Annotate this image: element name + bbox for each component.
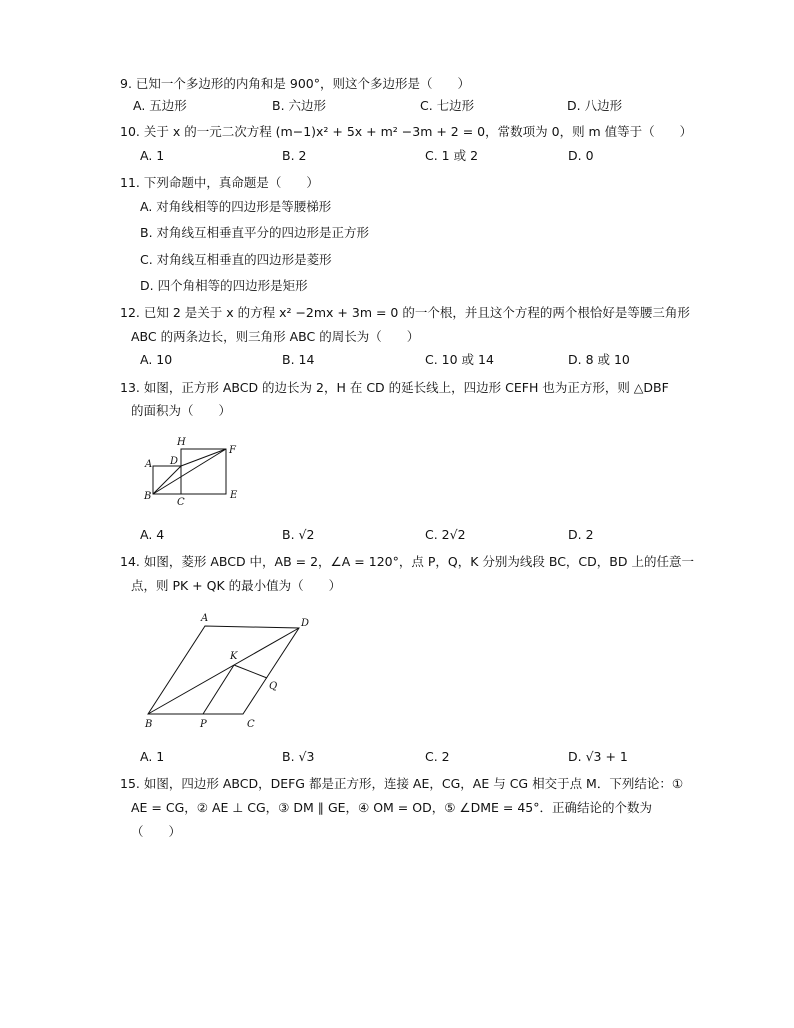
q9-option-c: C. 七边形 [420,98,475,113]
q13-option-d: D. 2 [568,527,594,542]
q14-option-b: B. √3 [282,749,315,764]
q11-option-a: A. 对角线相等的四边形是等腰梯形 [140,199,332,214]
q9-option-d: D. 八边形 [567,98,623,113]
q14-stem-line2: 点，则 PK + QK 的最小值为（ ） [131,578,342,593]
q10-option-c: C. 1 或 2 [425,148,479,163]
q12-stem-line2: ABC 的两条边长，则三角形 ABC 的周长为（ ） [131,329,420,344]
q14-label-b: B [145,719,153,730]
q10-option-d: D. 0 [568,148,594,163]
q13-label-b: B [144,491,152,502]
q9-option-a: A. 五边形 [133,98,187,113]
q10-option-a: A. 1 [140,148,165,163]
q13-stem-line2: 的面积为（ ） [131,403,232,418]
q15-stem-line1: 15. 如图，四边形 ABCD，DEFG 都是正方形，连接 AE，CG，AE 与 CG 相交于点 M．下列结论：① [120,776,684,791]
q14-figure [140,608,320,736]
q12-option-b: B. 14 [282,352,315,367]
q14-label-d: D [301,618,310,629]
q10-stem: 10. 关于 x 的一元二次方程 (m−1)x² + 5x + m² −3m + 2 = 0，常数项为 0，则 m 值等于（ ） [120,124,693,139]
q14-label-k: K [230,651,238,662]
q11-stem: 11. 下列命题中，真命题是（ ） [120,175,319,190]
q14-stem-line1: 14. 如图，菱形 ABCD 中，AB = 2，∠A = 120°，点 P，Q，K 分别为线段 BC，CD，BD 上的任意一 [120,554,694,569]
q14-segment-pk [203,665,234,714]
q14-label-q: Q [269,681,278,692]
q13-label-h: H [177,437,186,448]
q13-label-c: C [177,497,185,508]
q11-option-b: B. 对角线互相垂直平分的四边形是正方形 [140,225,370,240]
q9-stem: 9. 已知一个多边形的内角和是 900°，则这个多边形是（ ） [120,76,470,91]
q13-option-b: B. √2 [282,527,315,542]
q13-square-cefh [181,449,226,494]
q13-segment-bf [153,449,226,494]
q13-option-c: C. 2√2 [425,527,466,542]
q11-option-c: C. 对角线互相垂直的四边形是菱形 [140,252,332,267]
q12-option-c: C. 10 或 14 [425,352,494,367]
q14-label-c: C [247,719,255,730]
q12-option-d: D. 8 或 10 [568,352,630,367]
q14-label-a: A [201,613,209,624]
q14-option-d: D. √3 + 1 [568,749,628,764]
q13-option-a: A. 4 [140,527,165,542]
q14-label-p: P [200,719,207,730]
q13-segment-bd [153,466,181,494]
q12-option-a: A. 10 [140,352,173,367]
q14-option-c: C. 2 [425,749,450,764]
q13-stem-line1: 13. 如图，正方形 ABCD 的边长为 2，H 在 CD 的延长线上，四边形 CEFH 也为正方形，则 △DBF [120,380,669,395]
q14-segment-kq [234,665,267,678]
q13-figure [140,432,250,510]
q13-label-a: A [145,459,153,470]
q9-option-b: B. 六边形 [272,98,327,113]
q14-option-a: A. 1 [140,749,165,764]
q13-label-e: E [230,490,238,501]
q13-label-f: F [229,445,236,456]
q10-option-b: B. 2 [282,148,307,163]
q11-option-d: D. 四个角相等的四边形是矩形 [140,278,308,293]
q14-segment-bd [148,628,299,714]
q15-stem-line2: AE = CG，② AE ⊥ CG，③ DM ∥ GE，④ OM = OD，⑤ ∠DME = 45°．正确结论的个数为 [131,800,652,815]
q13-label-d: D [170,456,179,467]
q15-stem-line3: （ ） [131,824,182,839]
q12-stem-line1: 12. 已知 2 是关于 x 的方程 x² −2mx + 3m = 0 的一个根，并且这个方程的两个根恰好是等腰三角形 [120,305,690,320]
